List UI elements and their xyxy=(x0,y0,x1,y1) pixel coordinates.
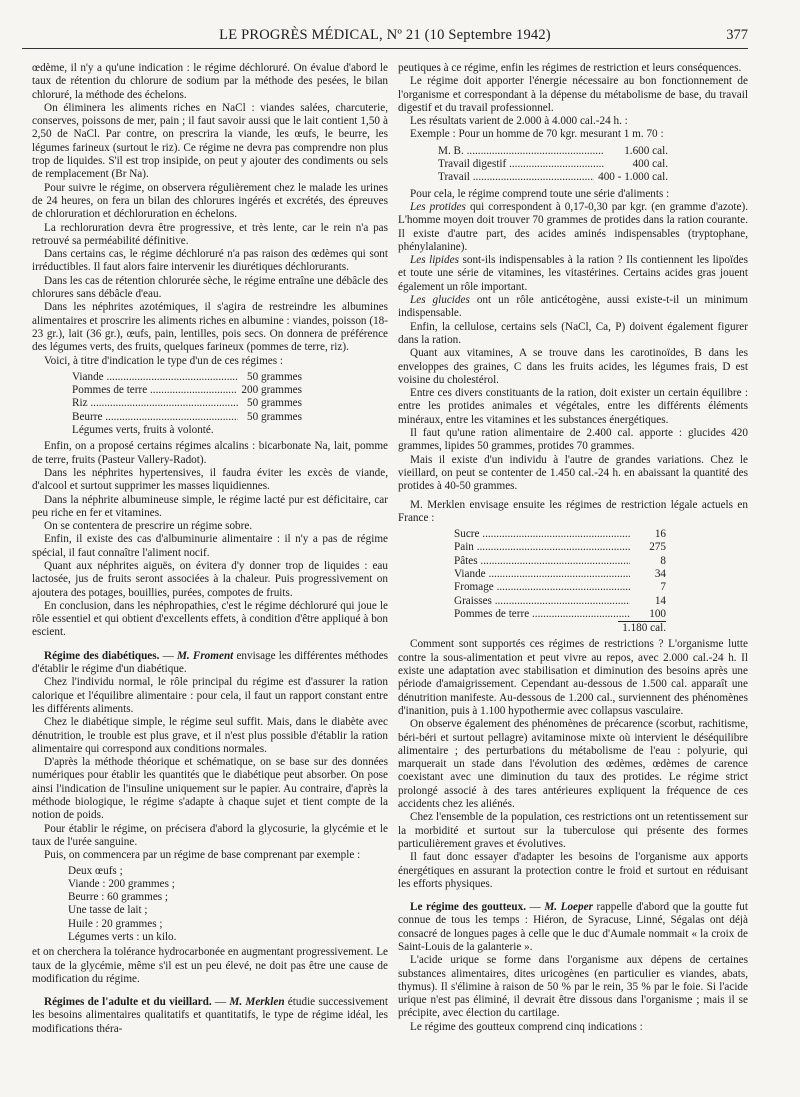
table-note: Légumes verts, fruits à volonté. xyxy=(72,424,214,437)
paragraph: L'acide urique se forme dans l'organisme aux dépens de certaines substances alimentaires, dites uricogènes (en particulier es viandes, abats, thymus). Il s'élimine à raison de 50 % par le rein, 35 % par le foie. Si l'acide urique n'est pas éliminé, il devrait être dissous dans l'organisme ; mais il se précipite, avec élection du cartilage. xyxy=(398,954,748,1020)
paragraph: On éliminera les aliments riches en NaCl : viandes salées, charcuterie, conserves, poissons de mer, pain ; il faut savoir aussi que le lait contient 1,50 à 2,50 de NaCl. Par contre, on prescrira la viande, les œufs, le beurre, les légumes farineux (surtout le riz). Ce régime ne devra pas comprendre non plus trop de liquides. S'il est trop insipide, on peut y ajouter des condiments ou sels de remplacement (Br Na). xyxy=(32,101,388,181)
paragraph: En conclusion, dans les néphropathies, c'est le régime déchloruré qui joue le rôle essentiel et qui obtient d'excellents effets, à condition d'être appliqué à bon escient. xyxy=(32,599,388,639)
list-item: Légumes verts : un kilo. xyxy=(68,931,177,943)
table-row xyxy=(72,397,302,410)
paragraph: Le régime doit apporter l'énergie nécessaire au bon fonctionnement de l'organisme et correspondant à la dépense du métabolisme de base, du travail digestif et du travail professionnel. xyxy=(398,75,748,114)
table-value: 50 grammes xyxy=(247,370,302,383)
section-lead: étudie successivement les besoins alimentaires qualitatifs et quantitatifs, le type de régime idéal, les modifications théra- xyxy=(32,996,388,1035)
table-label: Travail digestif ..... xyxy=(438,158,604,171)
section-lead: rappelle d'abord que la goutte fut connue de tous les temps : Hiéron, de Syracuse, Linné, Ségalas ont déjà consacré de longues pages à celle que le duc d'Aumale nommait « la croix de Saint-Louis de la galanterie ». xyxy=(398,901,748,953)
running-header xyxy=(22,24,748,49)
table-label: Fromage ..... xyxy=(454,581,630,594)
dash: — xyxy=(526,901,545,914)
table-label: Pâtes ..... xyxy=(454,555,630,568)
paragraph: Chez l'individu normal, le rôle principal du régime est d'assurer la ration calorique et l'équilibre alimentaire : pour cela, il faut un rapport constant entre les différents aliments. xyxy=(32,676,388,715)
table-label: Graisses ..... xyxy=(454,595,630,608)
paragraph: Mais il existe d'un individu à l'autre de grandes variations. Chez le vieillard, on peut se contenter de 1.450 cal.-24 h. en abaissant la quantité des protides à 40-50 grammes. xyxy=(398,453,748,493)
table-label: Beurre ..... xyxy=(72,411,238,424)
table-total xyxy=(454,621,666,635)
table-label: Pommes de terre ..... xyxy=(454,608,630,621)
paragraph: Le régime des goutteux comprend cinq indications : xyxy=(410,1020,643,1033)
list-item: Deux œufs ; xyxy=(68,864,123,877)
table-value: 34 xyxy=(654,567,666,580)
paragraph: Il faut donc essayer d'adapter les besoins de l'organisme aux apports énergétiques en assurant la protection contre le froid et surtout en réduisant les efforts physiques. xyxy=(398,851,748,890)
table-label: Pommes de terre ..... xyxy=(72,384,237,397)
paragraph: Chez le diabétique simple, le régime seul suffit. Mais, dans le diabète avec dénutrition, le trouble est plus grave, et il n'est plus possible d'établir la ration alimentaire qui correspond aux conditions normales. xyxy=(32,716,388,755)
paragraph: Pour cela, le régime comprend toute une série d'aliments : xyxy=(410,187,670,200)
paragraph: D'après la méthode théorique et schématique, on se base sur des données numériques pour établir les quantités que le diabétique peut absorber. On pose ainsi l'indication de l'insuline uniquement sur le papier. Au contraire, d'après la méthode biologique, le régime s'adapte à chaque sujet et tient compte de la notion de poids. xyxy=(32,756,388,822)
table-value: 400 - 1.000 cal. xyxy=(598,171,668,184)
paragraph: On observe également des phénomènes de précarence (scorbut, rachitisme, béri-béri et surtout pellagre) avitaminose mixte où intervient le déséquilibre alimentaire ; des perturbations du métabolisme de l'eau : polyurie, qui marquerait un stade dans l'évolution des œdèmes, œdèmes de carence coexistant avec une diminution du taux des protides. Le régime strict prolongé associé à des tares antérieures expliquent la fréquence de ces accidents chez les aliénés. xyxy=(398,718,748,811)
paragraph: Entre ces divers constituants de la ration, doit exister un certain équilibre : entre les protides animales et végétales, entre les différents éléments minéraux, entre les vitamines et les substances énergétiques. xyxy=(398,387,748,426)
paragraph xyxy=(398,201,748,254)
paragraph: Comment sont supportés ces régimes de restrictions ? L'organisme lutte contre la sous-alimentation et peut vivre au repos, avec 2.000 cal.-24 h. Il existe une adaptation avec stabilisation et diminution des besoins après une période d'amaigrissement. Cependant au-dessous de 1.500 cal. apparaît une dénutrition manifeste. Au-dessous de 1.200 cal., surviennent des phénomènes d'inanition, puis à 1.100 hypothermie avec collapsus vasculaire. xyxy=(398,638,748,717)
journal-title: LE PROGRÈS MÉDICAL, Nº 21 (10 Septembre 1942) xyxy=(219,27,551,43)
table-value: 14 xyxy=(654,594,666,607)
section-title: Régimes de l'adulte et du vieillard. xyxy=(44,996,212,1009)
right-column xyxy=(398,62,748,1034)
section-title: Le régime des goutteux. xyxy=(410,901,526,914)
section-lead: envisage les différentes méthodes d'établir le régime d'un diabétique. xyxy=(32,649,389,676)
table-row xyxy=(454,568,666,581)
term: Les lipides xyxy=(410,254,459,267)
paragraph xyxy=(398,294,748,321)
table-value: 8 xyxy=(660,554,666,567)
table-row xyxy=(438,158,668,171)
table-row xyxy=(454,595,666,608)
table-label: Viande ..... xyxy=(454,568,630,581)
list-item: Viande : 200 grammes ; xyxy=(68,877,175,890)
table-row xyxy=(454,541,666,554)
paragraph: On se contentera de prescrire un régime sobre. xyxy=(44,520,253,533)
paragraph: Dans les cas de rétention chlorurée sèche, le régime entraîne une débâcle des chlorures sans débâcle d'eau. xyxy=(32,274,388,301)
paragraph: Pour suivre le régime, on observera régulièrement chez le malade les urines de 24 heures, on fera un bilan des chlorures ingérés et excrétés, des épreuves de chloruration et déchloruration en échelons. xyxy=(32,181,388,221)
paragraph: Dans la néphrite albumineuse simple, le régime lacté pur est déficitaire, car peu riche en fer et vitamines. xyxy=(32,493,388,519)
text: ont un rôle anticétogène, aussi existe-t-il un minimum indispensable. xyxy=(398,294,748,320)
table-row xyxy=(72,411,302,424)
table-value: 275 xyxy=(649,541,666,554)
term: Les protides xyxy=(410,200,466,213)
paragraph: Quant aux néphrites aiguës, on évitera d'y donner trop de liquides : eau lactosée, jus de fruits seront associées à la chaleur. Puis progressivement on ajoutera des potages, bouillies, purées, compotes de fruits. xyxy=(32,559,388,599)
table-row xyxy=(454,608,666,621)
table-row xyxy=(72,384,302,397)
list-item: Une tasse de lait ; xyxy=(68,904,148,917)
table-value: 1.600 cal. xyxy=(624,144,668,157)
table-value: 400 cal. xyxy=(632,158,668,171)
paragraph: Les résultats varient de 2.000 à 4.000 cal.-24 h. : xyxy=(410,115,628,128)
section-adult xyxy=(32,996,388,1036)
table-label: Sucre ..... xyxy=(454,528,630,541)
paragraph: œdème, il n'y a qu'une indication : le régime déchloruré. On évalue d'abord le taux de rétention du chlorure de sodium par la méthode des pesées, le bilan chloruré, la méthode des échelons. xyxy=(32,62,388,101)
table-label: Travail ..... xyxy=(438,171,594,184)
paragraph: et on cherchera la tolérance hydrocarbonée en augmentant progressivement. Le taux de la glycémie, même s'il est un peu élevé, ne doit pas être une cause de modification du régime. xyxy=(32,946,388,985)
energy-table xyxy=(438,145,748,185)
section-title: Régime des diabétiques. xyxy=(44,649,160,662)
table-value: 100 xyxy=(649,607,666,620)
list-item: Beurre : 60 grammes ; xyxy=(68,891,169,904)
page-number: 377 xyxy=(726,27,748,43)
table-label: Riz ..... xyxy=(72,397,238,410)
table-row xyxy=(72,371,302,384)
paragraph: Enfin, la cellulose, certains sels (NaCl, Ca, P) doivent également figurer dans la ration. xyxy=(398,320,748,346)
paragraph: Dans les néphrites azotémiques, il s'agira de restreindre les albumines alimentaires et proscrire les aliments riches en albumine : viandes, poisson (18-23 gr.), lait (36 gr.), œufs, pain, lentilles, pois secs. On donnera de préférence des légumes verts, des fruits, quelques farineux (pommes de terre, riz). xyxy=(32,301,388,354)
dash: — xyxy=(159,649,177,662)
paragraph: peutiques à ce régime, enfin les régimes de restriction et leurs conséquences. xyxy=(398,62,742,74)
nephritis-diet-table xyxy=(72,371,388,437)
term: Les glucides xyxy=(410,294,470,307)
text: qui correspondent à 0,17-0,30 par kgr. (en gramme d'azote). L'homme moyen doit trouver 70 grammes de protides dans la ration courante. Il existe d'autre part, des acides aminés indispensables (tryptophane, phénylalanine). xyxy=(398,200,749,253)
paragraph: Pour établir le régime, on précisera d'abord la glycosurie, la glycémie et le taux de l'urée sanguine. xyxy=(32,822,388,848)
paragraph: Chez l'ensemble de la population, ces restrictions ont un retentissement sur la morbidité et surtout sur la tuberculose qui présente des formes particulièrement graves et évolutives. xyxy=(398,811,748,850)
table-value: 50 grammes xyxy=(247,410,302,423)
paragraph: Quant aux vitamines, A se trouve dans les carotinoïdes, B dans les enveloppes des graines, C dans les fruits acides, les légumes frais, D est voisine du cholestérol. xyxy=(398,347,748,386)
table-label: Pain ..... xyxy=(454,541,630,554)
table-value: 16 xyxy=(654,528,666,541)
section-diabetics xyxy=(32,650,388,677)
author: M. Loeper xyxy=(544,901,593,914)
paragraph: La rechloruration devra être progressive, et très lente, car le rein n'a pas retrouvé sa perméabilité définitive. xyxy=(32,221,388,247)
table-row xyxy=(454,528,666,541)
restriction-table xyxy=(454,528,748,635)
paragraph: Voici, à titre d'indication le type d'un de ces régimes : xyxy=(44,354,284,367)
left-column xyxy=(32,62,388,1036)
table-value: 7 xyxy=(660,581,666,594)
paragraph: Enfin, il existe des cas d'albuminurie alimentaire : il n'y a pas de régime spécial, il faut connaître l'aliment nocif. xyxy=(32,533,388,559)
paragraph xyxy=(398,254,748,294)
table-row xyxy=(454,555,666,568)
table-row xyxy=(454,581,666,594)
paragraph: Enfin, on a proposé certains régimes alcalins : bicarbonate Na, lait, pomme de terre, fruits (Pasteur Vallery-Radot). xyxy=(32,440,388,466)
paragraph: Il faut qu'une ration alimentaire de 2.400 cal. apporte : glucides 420 grammes, lipides 50 grammes, protides 70 grammes. xyxy=(398,427,748,453)
table-row xyxy=(438,171,668,184)
paragraph: Dans les néphrites hypertensives, il faudra éviter les excès de viande, d'alcool et surtout supprimer les masses liquidiennes. xyxy=(32,466,388,493)
table-value: 200 grammes xyxy=(241,384,302,397)
table-value: 50 grammes xyxy=(247,397,302,410)
section-gout xyxy=(398,901,748,954)
paragraph: M. Merklen envisage ensuite les régimes de restriction légale actuels en France : xyxy=(398,498,748,524)
table-label: M. B. ..... xyxy=(438,145,604,158)
table-row xyxy=(438,145,668,158)
author: M. Froment xyxy=(176,649,234,662)
table-total-value: 1.180 cal. xyxy=(618,621,666,635)
text: sont-ils indispensables à la ration ? Ils contiennent les lipoïdes et toute une série de vitamines, les vitastérines. Certains acides gras jouent également un rôle important. xyxy=(398,254,749,293)
dash: — xyxy=(211,996,230,1009)
paragraph: Exemple : Pour un homme de 70 kgr. mesurant 1 m. 70 : xyxy=(410,128,664,141)
list-item: Huile : 20 grammes ; xyxy=(68,917,163,930)
paragraph: Dans certains cas, le régime déchloruré n'a pas raison des œdèmes qui sont irréductibles. Il faut alors faire intervenir les diurétiques déchlorurants. xyxy=(32,248,388,274)
table-label: Viande ..... xyxy=(72,371,238,384)
diabetic-diet-list xyxy=(68,865,388,945)
author: M. Merklen xyxy=(229,996,285,1009)
paragraph: Puis, on commencera par un régime de base comprenant par exemple : xyxy=(44,849,361,862)
